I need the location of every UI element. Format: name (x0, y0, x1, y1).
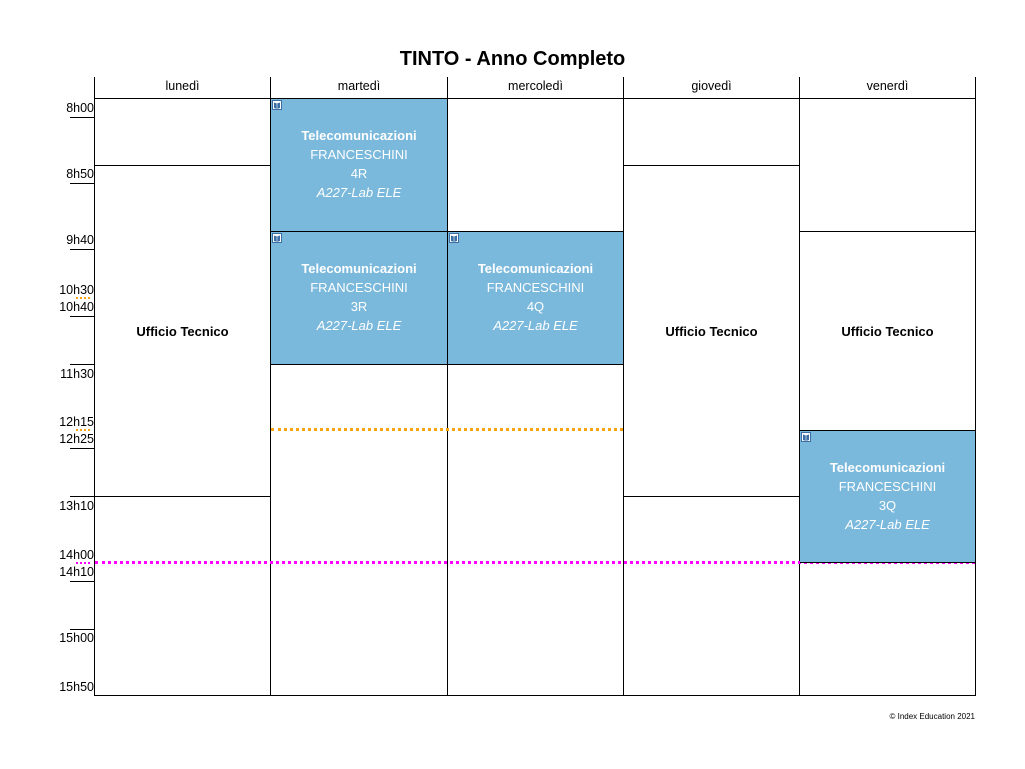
lesson-subject: Telecomunicazioni (301, 261, 417, 276)
time-label: 9h40 (66, 233, 94, 247)
grid-hline (94, 496, 271, 497)
day-header-martedi: martedì (337, 79, 381, 93)
time-tick (70, 117, 94, 118)
time-tick (70, 364, 94, 365)
lesson-class: 3R (350, 299, 368, 314)
break-line (271, 428, 623, 431)
time-label: 13h10 (59, 499, 94, 513)
book-icon (272, 233, 282, 243)
break-tick-orange (76, 297, 90, 299)
day-header-venerdi: venerdì (866, 79, 909, 93)
lesson-room: A227-Lab ELE (316, 185, 402, 200)
activity-ufficio-tecnico[interactable]: Ufficio Tecnico (136, 324, 229, 339)
time-tick (70, 629, 94, 630)
day-header-giovedi: giovedì (691, 79, 732, 93)
lesson-room: A227-Lab ELE (845, 517, 930, 532)
lunch-tick-magenta (76, 562, 90, 564)
grid-vline (94, 77, 95, 695)
grid-hline (799, 430, 976, 431)
time-tick (70, 249, 94, 250)
time-tick (70, 581, 94, 582)
book-icon (272, 100, 282, 110)
time-label: 11h30 (60, 367, 94, 381)
page-title: TINTO - Anno Completo (399, 48, 626, 70)
lesson-class: 3Q (878, 498, 897, 513)
time-tick (70, 183, 94, 184)
time-label: 14h10 (59, 565, 94, 579)
lesson-block[interactable] (271, 99, 448, 232)
time-label: 10h30 (59, 283, 94, 297)
grid-vline (623, 77, 624, 695)
time-label: 10h40 (59, 300, 94, 314)
grid-hline (623, 165, 800, 166)
time-label: 8h00 (66, 101, 94, 115)
time-label: 12h15 (59, 415, 94, 429)
lesson-teacher: FRANCESCHINI (838, 479, 937, 494)
day-header-lunedi: lunedì (165, 79, 200, 93)
time-label: 15h00 (59, 631, 94, 645)
activity-ufficio-tecnico[interactable]: Ufficio Tecnico (841, 324, 934, 339)
time-tick (70, 448, 94, 449)
grid-hline-header (94, 98, 976, 99)
lesson-block[interactable] (271, 232, 448, 365)
grid-vline (975, 77, 976, 695)
lesson-room: A227-Lab ELE (493, 318, 578, 333)
time-label: 8h50 (66, 167, 94, 181)
day-header-mercoledi: mercoledì (508, 79, 563, 93)
lesson-block[interactable] (800, 431, 976, 563)
time-tick (70, 316, 94, 317)
time-label: 12h25 (59, 432, 94, 446)
grid-hline (623, 496, 800, 497)
book-icon (801, 432, 811, 442)
time-label: 14h00 (59, 548, 94, 562)
grid-hline (94, 165, 271, 166)
grid-hline-bottom (94, 695, 976, 696)
break-tick-orange (76, 429, 90, 431)
activity-ufficio-tecnico[interactable]: Ufficio Tecnico (665, 324, 758, 339)
copyright-footer: © Index Education 2021 (889, 712, 975, 721)
time-tick (70, 496, 94, 497)
lesson-subject: Telecomunicazioni (477, 261, 594, 276)
lesson-class: 4R (350, 166, 368, 181)
lesson-class: 4Q (526, 299, 545, 314)
lesson-teacher: FRANCESCHINI (486, 280, 585, 295)
grid-vline (799, 77, 800, 695)
lesson-block[interactable] (448, 232, 624, 365)
lesson-teacher: FRANCESCHINI (310, 280, 408, 295)
lesson-subject: Telecomunicazioni (829, 460, 946, 475)
lesson-teacher: FRANCESCHINI (310, 147, 408, 162)
grid-hline (799, 231, 976, 232)
book-icon (449, 233, 459, 243)
time-label: 15h50 (59, 680, 94, 694)
lesson-subject: Telecomunicazioni (301, 128, 417, 143)
lesson-room: A227-Lab ELE (316, 318, 402, 333)
